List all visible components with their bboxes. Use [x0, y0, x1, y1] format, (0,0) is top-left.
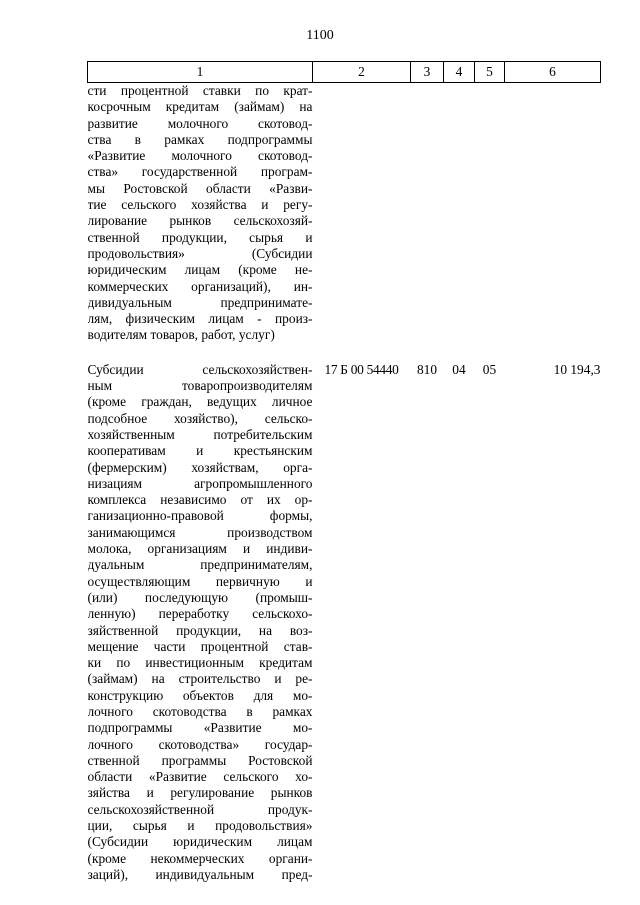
description-line: молока, организациям и индиви- [87, 541, 313, 557]
description-line: конструкцию объектов для мо- [87, 687, 313, 703]
column-header-5: 5 [475, 62, 505, 83]
description-line: области «Развитие сельского хо- [87, 769, 313, 785]
column-header-2: 2 [313, 62, 411, 83]
page-number: 1100 [306, 28, 334, 43]
column-header-1: 1 [88, 62, 313, 83]
description-line: ственной программы Ростовской [87, 752, 313, 768]
row-name-cell [88, 83, 313, 344]
description-line: заций), индивидуальным пред- [87, 866, 313, 882]
description-line: «Развитие молочного скотовод- [87, 148, 313, 164]
description-line: коммерческих организаций), ин- [87, 278, 313, 294]
description-line: (или) последующую (промыш- [87, 589, 313, 605]
description-line: комплекса независимо от их ор- [87, 492, 313, 508]
description-line: зяйства и регулирование рынков [87, 785, 313, 801]
description-line: мещение части процентной став- [87, 638, 313, 654]
description-line: ганизационно-правовой формы, [87, 508, 313, 524]
description-line: Субсидии сельскохозяйствен- [87, 361, 313, 377]
description-line: лирование рынков сельскохозяй- [87, 213, 313, 229]
description-line: лям, физическим лицам - произ- [87, 311, 313, 327]
amount-cell: 10 194,3 [553, 361, 601, 377]
section-cell [444, 83, 475, 344]
table-row [88, 344, 601, 884]
description-line: водителям товаров, работ, услуг) [87, 327, 275, 343]
description-line: подсобное хозяйство), сельско- [87, 410, 313, 426]
description-line: сельскохозяйственной продук- [87, 801, 313, 817]
description-line: низациям агропромышленного [87, 475, 313, 491]
description-line: занимающимся производством [87, 524, 313, 540]
target-code-cell [313, 83, 411, 344]
description-line: юридическим лицам (кроме не- [87, 262, 313, 278]
subsection-cell: 05 [482, 361, 497, 377]
row-name-cell [88, 344, 313, 884]
description-line: ственной продукции, сырья и [87, 229, 313, 245]
description-line: косрочным кредитам (займам) на [87, 99, 313, 115]
description-line: ленную) переработку сельскохо- [87, 606, 313, 622]
subsection-cell [475, 83, 505, 344]
expense-type-cell [411, 83, 444, 344]
description-line: (кроме граждан, ведущих личное [87, 394, 313, 410]
section-cell: 04 [452, 361, 466, 377]
description-line: кооперативам и крестьянским [87, 443, 313, 459]
description-line: осуществляющим первичную и [87, 573, 313, 589]
table-row [88, 83, 601, 344]
description-line: подпрограммы «Развитие мо- [87, 720, 313, 736]
description-line: ки по инвестиционным кредитам [87, 655, 313, 671]
description-line: ции, сырья и продовольствия» [87, 818, 313, 834]
description-line: сти процентной ставки по крат- [87, 83, 313, 98]
column-number-row [88, 62, 601, 83]
description-line: ным товаропроизводителям [87, 378, 313, 394]
description-line: развитие молочного скотовод- [87, 115, 313, 131]
description-line: (фермерским) хозяйствам, орга- [87, 459, 313, 475]
description-line: продовольствия» (Субсидии [87, 245, 313, 261]
description-line: дуальным предпринимателям, [87, 557, 313, 573]
description-line: (кроме некоммерческих органи- [87, 850, 313, 866]
description-line: (займам) на строительство и ре- [87, 671, 313, 687]
description-line: (Субсидии юридическим лицам [87, 834, 313, 850]
description-line: лочного скотоводства в рамках [87, 703, 313, 719]
description-line: ства в рамках подпрограммы [87, 131, 313, 147]
description-line: дивидуальным предпринимате- [87, 294, 313, 310]
column-header-3: 3 [411, 62, 444, 83]
expense-type-cell: 810 [416, 361, 438, 377]
column-header-6: 6 [505, 62, 601, 83]
description-line: мы Ростовской области «Разви- [87, 180, 313, 196]
description-line: лочного скотоводства» государ- [87, 736, 313, 752]
description-line: хозяйственным потребительским [87, 426, 313, 442]
description-line: тие сельского хозяйства и регу- [87, 197, 313, 213]
budget-table [87, 61, 601, 883]
amount-cell [505, 83, 601, 344]
column-header-4: 4 [444, 62, 475, 83]
target-code-cell: 17 Б 00 54440 [324, 361, 399, 377]
description-line: зяйственной продукции, на воз- [87, 622, 313, 638]
description-line: ства» государственной програм- [87, 164, 313, 180]
